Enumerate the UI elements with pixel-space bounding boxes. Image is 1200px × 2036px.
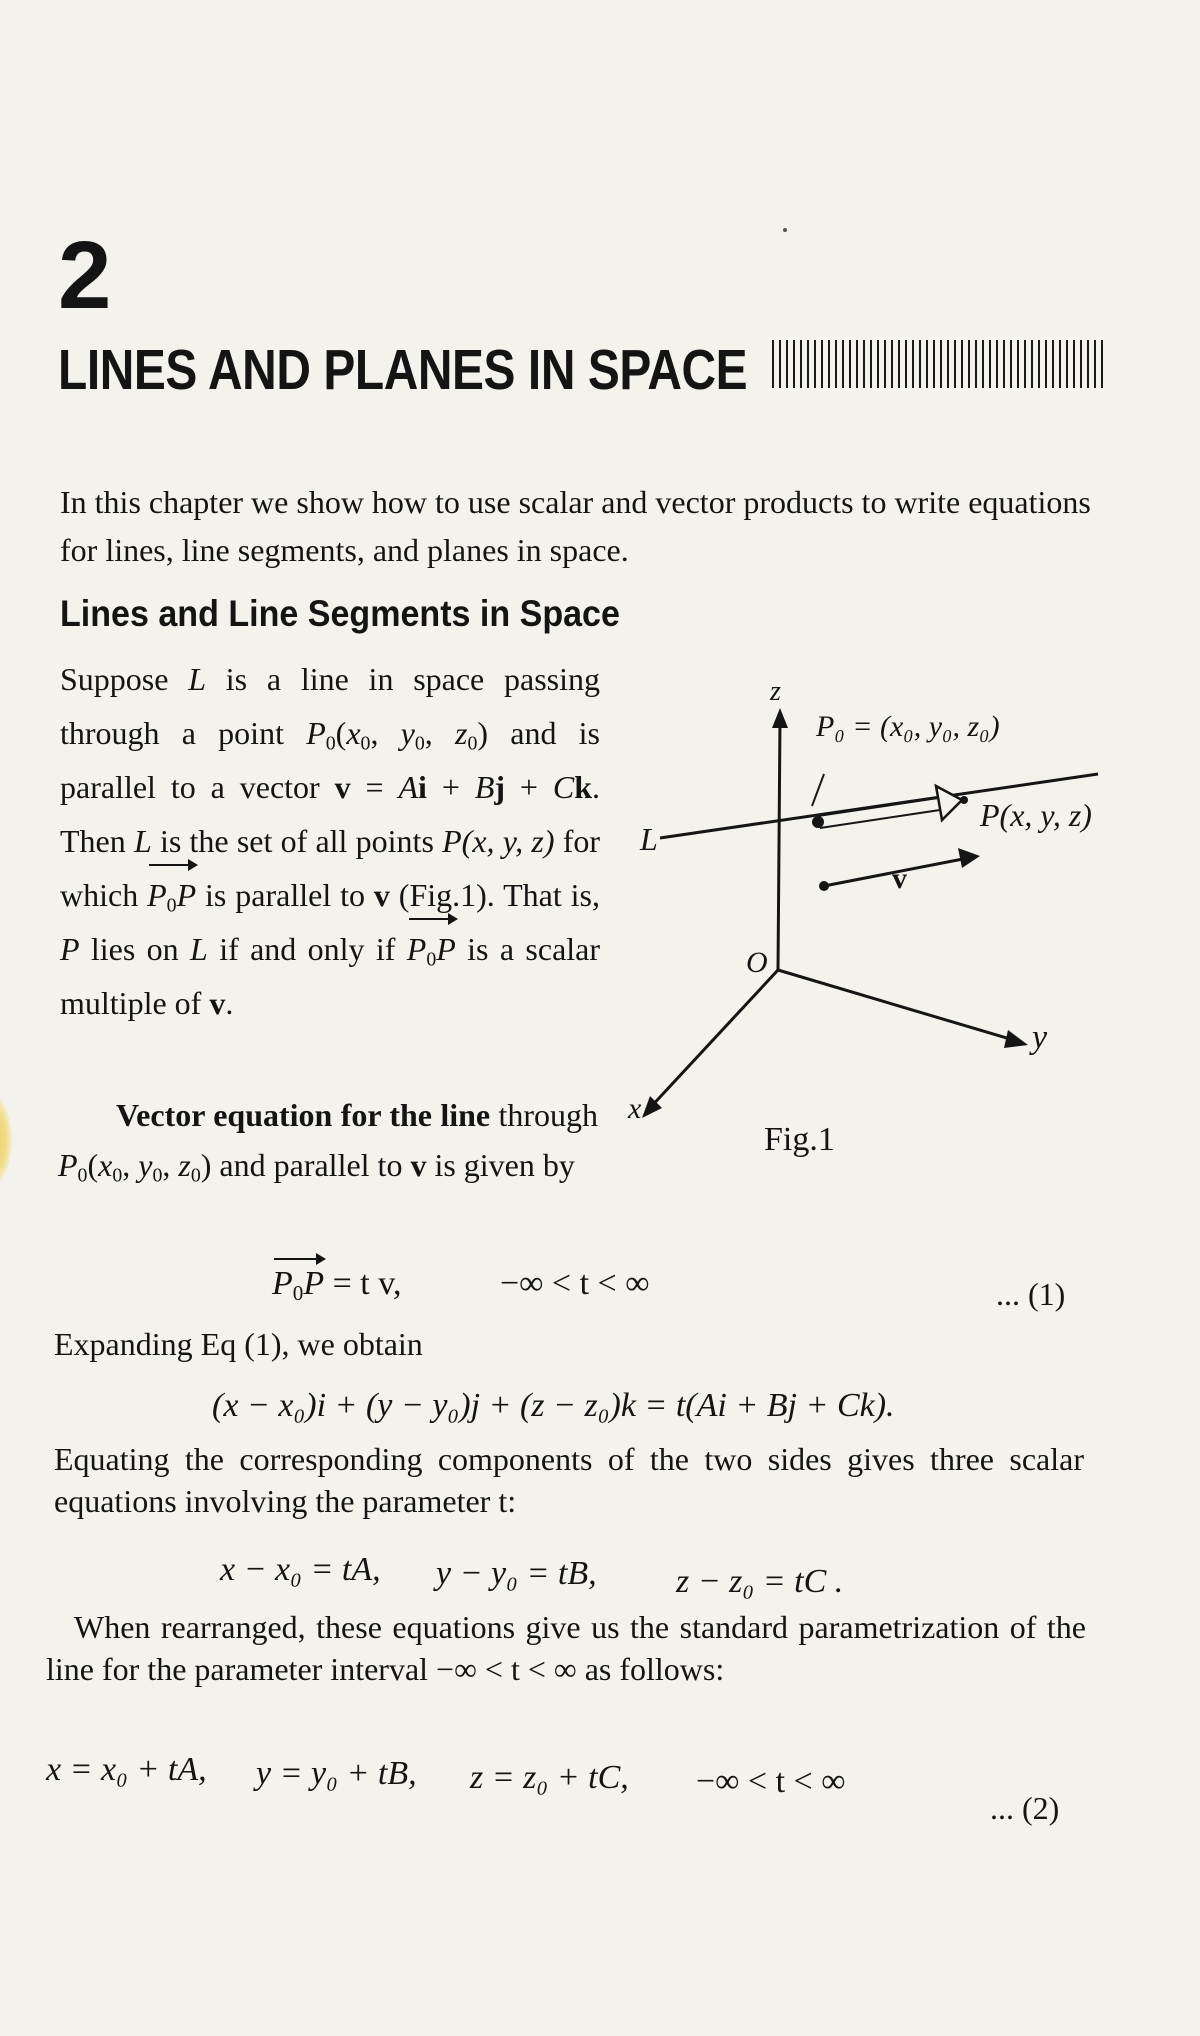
- label-P0: P₀ = (x₀, y₀, z₀): [816, 710, 1000, 743]
- z-arrowhead: [772, 708, 788, 728]
- equation-2-x: x = x₀ + tA,: [46, 1751, 207, 1788]
- label-v: v: [892, 862, 907, 895]
- equation-2-number: ... (2): [990, 1790, 1060, 1826]
- figure-1-diagram: [620, 670, 1140, 1190]
- label-P: P(x, y, z): [980, 797, 1092, 833]
- label-x: x: [628, 1092, 642, 1125]
- point-P: [960, 796, 968, 804]
- speck: [783, 228, 787, 232]
- equation-component-z: z − z₀ = tC .: [676, 1563, 844, 1600]
- paragraph-vector-equation: Vector equation for the line through $P_0(x_0$, $y_0$, $z_0$) and parallel to v is given by: [58, 1097, 599, 1187]
- intro-paragraph: In this chapter we show how to use scalar and vector products to write equations for lines, line segments, and planes in space.: [60, 484, 1091, 568]
- equation-1: $P_0P = t$ v,: [272, 1262, 402, 1306]
- y-arrowhead: [1004, 1030, 1028, 1048]
- point-P0: [812, 816, 824, 828]
- figure-caption: Fig.1: [764, 1121, 835, 1158]
- p0p-arrowhead: [936, 786, 962, 820]
- equation-1-number: ... (1): [996, 1276, 1066, 1312]
- equation-2-range: −∞ < t < ∞: [696, 1763, 846, 1800]
- v-arrowhead: [958, 848, 980, 868]
- label-origin: O: [746, 946, 768, 979]
- equation-component-y: y − y₀ = tB,: [436, 1555, 597, 1592]
- chapter-number: 2: [58, 222, 110, 329]
- section-title: Lines and Line Segments in Space: [60, 593, 620, 634]
- equation-2-z: z = z₀ + tC,: [470, 1759, 629, 1796]
- v-tail-dot: [819, 881, 829, 891]
- equation-1-range: −∞ < t < ∞: [500, 1265, 650, 1302]
- y-axis: [778, 970, 1020, 1042]
- when-paragraph: When rearranged, these equations give us the standard parametrization of the line for the parameter interval −∞ < t < ∞ as follows:: [46, 1609, 1086, 1687]
- page-smudge: [0, 1090, 12, 1190]
- equation-2-y: y = y₀ + tB,: [256, 1755, 417, 1792]
- label-L: L: [640, 821, 658, 857]
- equating-paragraph: Equating the corresponding components of the two sides gives three scalar equations involving the parameter t:: [54, 1441, 1084, 1519]
- title-hatch-decoration: [772, 340, 1104, 388]
- label-y: y: [1032, 1019, 1048, 1056]
- paragraph-definition: Suppose L is a line in space passing through a point $P_0(x_0$, $y_0$, $z_0$) and is parallel to a vector v = Ai + Bj + Ck. Then L is the set of all points P(x, y, z) for which $P_0P$ is parallel to v (Fig.1). That is, P lies on L if and only if $P_0P$ is a scalar multiple of v.: [60, 661, 601, 1021]
- p0-pointer: [812, 774, 824, 806]
- chapter-title: LINES AND PLANES IN SPACE: [58, 338, 748, 402]
- x-axis: [648, 970, 778, 1110]
- expanding-text: Expanding Eq (1), we obtain: [54, 1326, 423, 1362]
- equation-expanded: (x − x₀)i + (y − y₀)j + (z − z₀)k = t(Ai + Bj + Ck).: [212, 1387, 895, 1424]
- equation-component-x: x − x₀ = tA,: [220, 1551, 381, 1588]
- label-z: z: [770, 676, 781, 707]
- z-axis: [778, 720, 780, 970]
